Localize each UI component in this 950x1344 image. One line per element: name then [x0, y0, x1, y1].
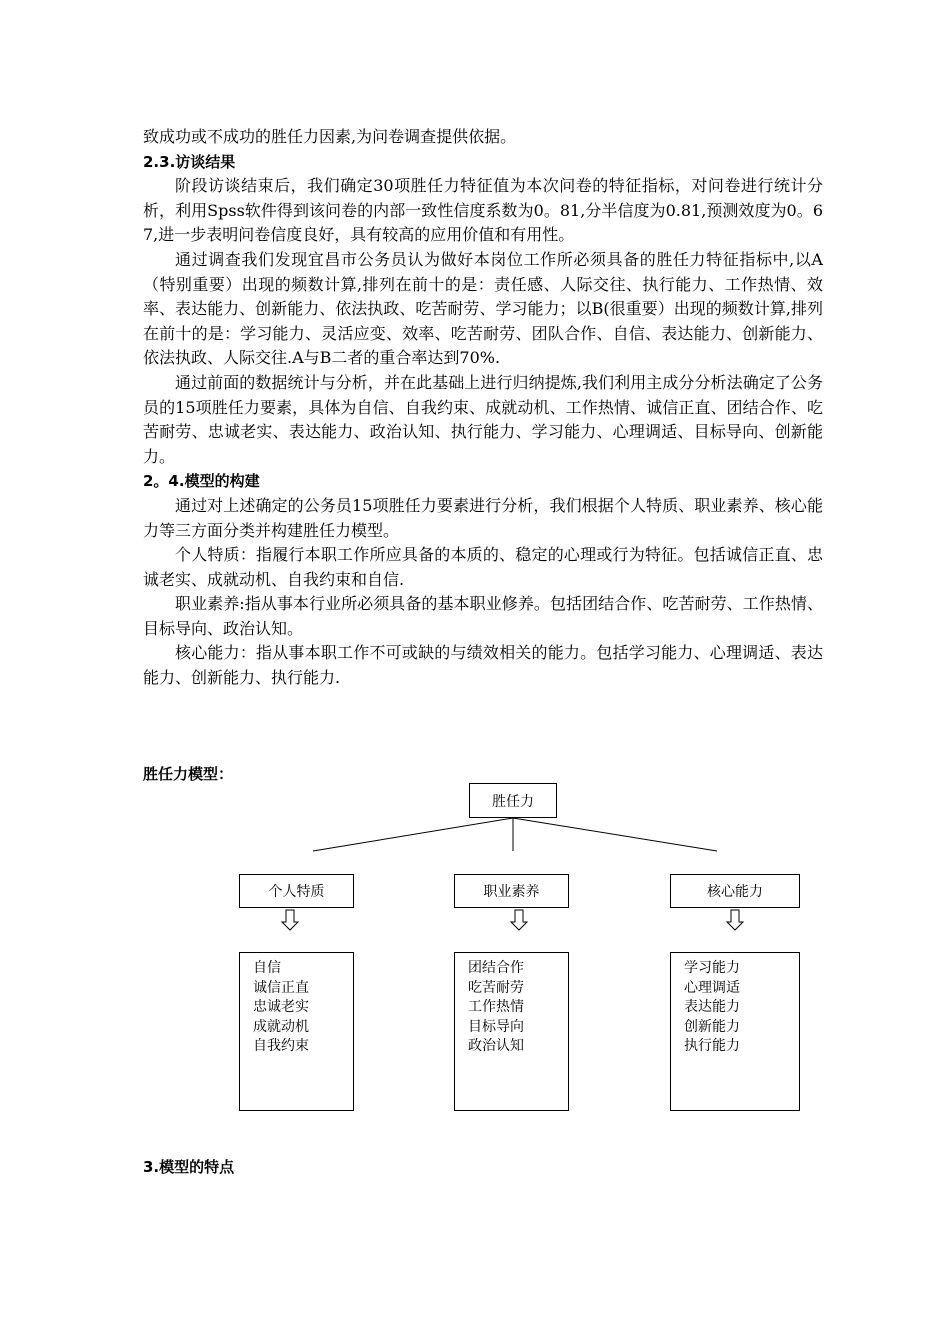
list-item: 工作热情: [468, 999, 524, 1015]
category-label: 个人特质: [268, 884, 325, 900]
list-item: 创新能力: [684, 1018, 740, 1035]
down-arrow-icon: [511, 910, 527, 930]
category-label: 职业素养: [483, 884, 540, 900]
list-item: 忠诚老实: [253, 999, 309, 1015]
category-label: 核心能力: [707, 884, 763, 900]
items-box-professional: [454, 952, 569, 1111]
list-item: 执行能力: [684, 1038, 740, 1054]
list-item: 表达能力: [684, 999, 740, 1015]
list-item: 自我约束: [253, 1038, 309, 1054]
list-item: 学习能力: [684, 960, 740, 976]
root-node: [469, 783, 557, 818]
list-item: 心理调适: [684, 979, 740, 996]
down-arrow-icon: [282, 910, 298, 930]
root-label: 胜任力: [492, 793, 534, 810]
paragraph: 个人特质：指履行本职工作所应具备的本质的、稳定的心理或行为特征。包括诚信正直、忠诚老实、成就动机、自我约束和自信.: [143, 545, 823, 589]
category-node-professional: [454, 874, 569, 908]
section-heading-2-3: 2.3.访谈结果: [143, 152, 236, 171]
paragraph: 职业素养:指从事本行业所必须具备的基本职业修养。包括团结合作、吃苦耐劳、工作热情、目标导向、政治认知。: [143, 594, 823, 638]
paragraph: 阶段访谈结束后，我们确定30项胜任力特征值为本次问卷的特征指标，对问卷进行统计分析，利用Spss软件得到该问卷的内部一致性信度系数为0。81,分半信度为0.81,预测效度为0。67,进一步表明问卷信度良好，具有较高的应用价值和有用性。: [143, 176, 823, 245]
list-item: 团结合作: [468, 960, 524, 976]
list-item: 目标导向: [468, 1018, 524, 1035]
diagram-title: 胜任力模型：: [143, 765, 234, 783]
right-branch-line: [513, 818, 717, 851]
paragraph: 致成功或不成功的胜任力因素,为问卷调查提供依据。: [143, 127, 517, 146]
paragraph: 通过前面的数据统计与分析，并在此基础上进行归纳提炼,我们利用主成分分析法确定了公务员的15项胜任力要素，具体为自信、自我约束、成就动机、工作热情、诚信正直、团结合作、吃苦耐劳、忠诚老实、表达能力、政治认知、执行能力、学习能力、心理调适、目标导向、创新能力。: [143, 372, 823, 466]
list-item: 自信: [253, 960, 281, 976]
list-item: 政治认知: [468, 1038, 524, 1054]
paragraph: 核心能力：指从事本职工作不可或缺的与绩效相关的能力。包括学习能力、心理调适、表达能力、创新能力、执行能力.: [143, 643, 823, 688]
down-arrow-icon: [727, 910, 743, 930]
paragraph: 通过调查我们发现宜昌市公务员认为做好本岗位工作所必须具备的胜任力特征指标中,以A（特别重要）出现的频数计算,排列在前十的是：责任感、人际交往、执行能力、工作热情、效率、表达能力、创新能力、依法执政、吃苦耐劳、学习能力；以B(很重要）出现的频数计算,排列在前十的是：学习能力、灵活应变、效率、吃苦耐劳、团队合作、自信、表达能力、创新能力、依法执政、人际交往.A与B二者的重合率达到70%.: [143, 249, 823, 368]
list-item: 诚信正直: [253, 979, 309, 996]
items-box-personal: [239, 952, 354, 1111]
items-box-core: [670, 952, 800, 1111]
list-item: 吃苦耐劳: [468, 979, 524, 996]
paragraph: 通过对上述确定的公务员15项胜任力要素进行分析，我们根据个人特质、职业素养、核心能力等三方面分类并构建胜任力模型。: [143, 495, 823, 540]
list-item: 成就动机: [253, 1018, 309, 1035]
category-node-core: [670, 874, 800, 908]
category-node-personal: [239, 874, 354, 908]
left-branch-line: [313, 818, 513, 851]
section-heading-3: 3.模型的特点: [143, 1158, 235, 1176]
section-heading-2-4: 2。4.模型的构建: [143, 472, 260, 491]
